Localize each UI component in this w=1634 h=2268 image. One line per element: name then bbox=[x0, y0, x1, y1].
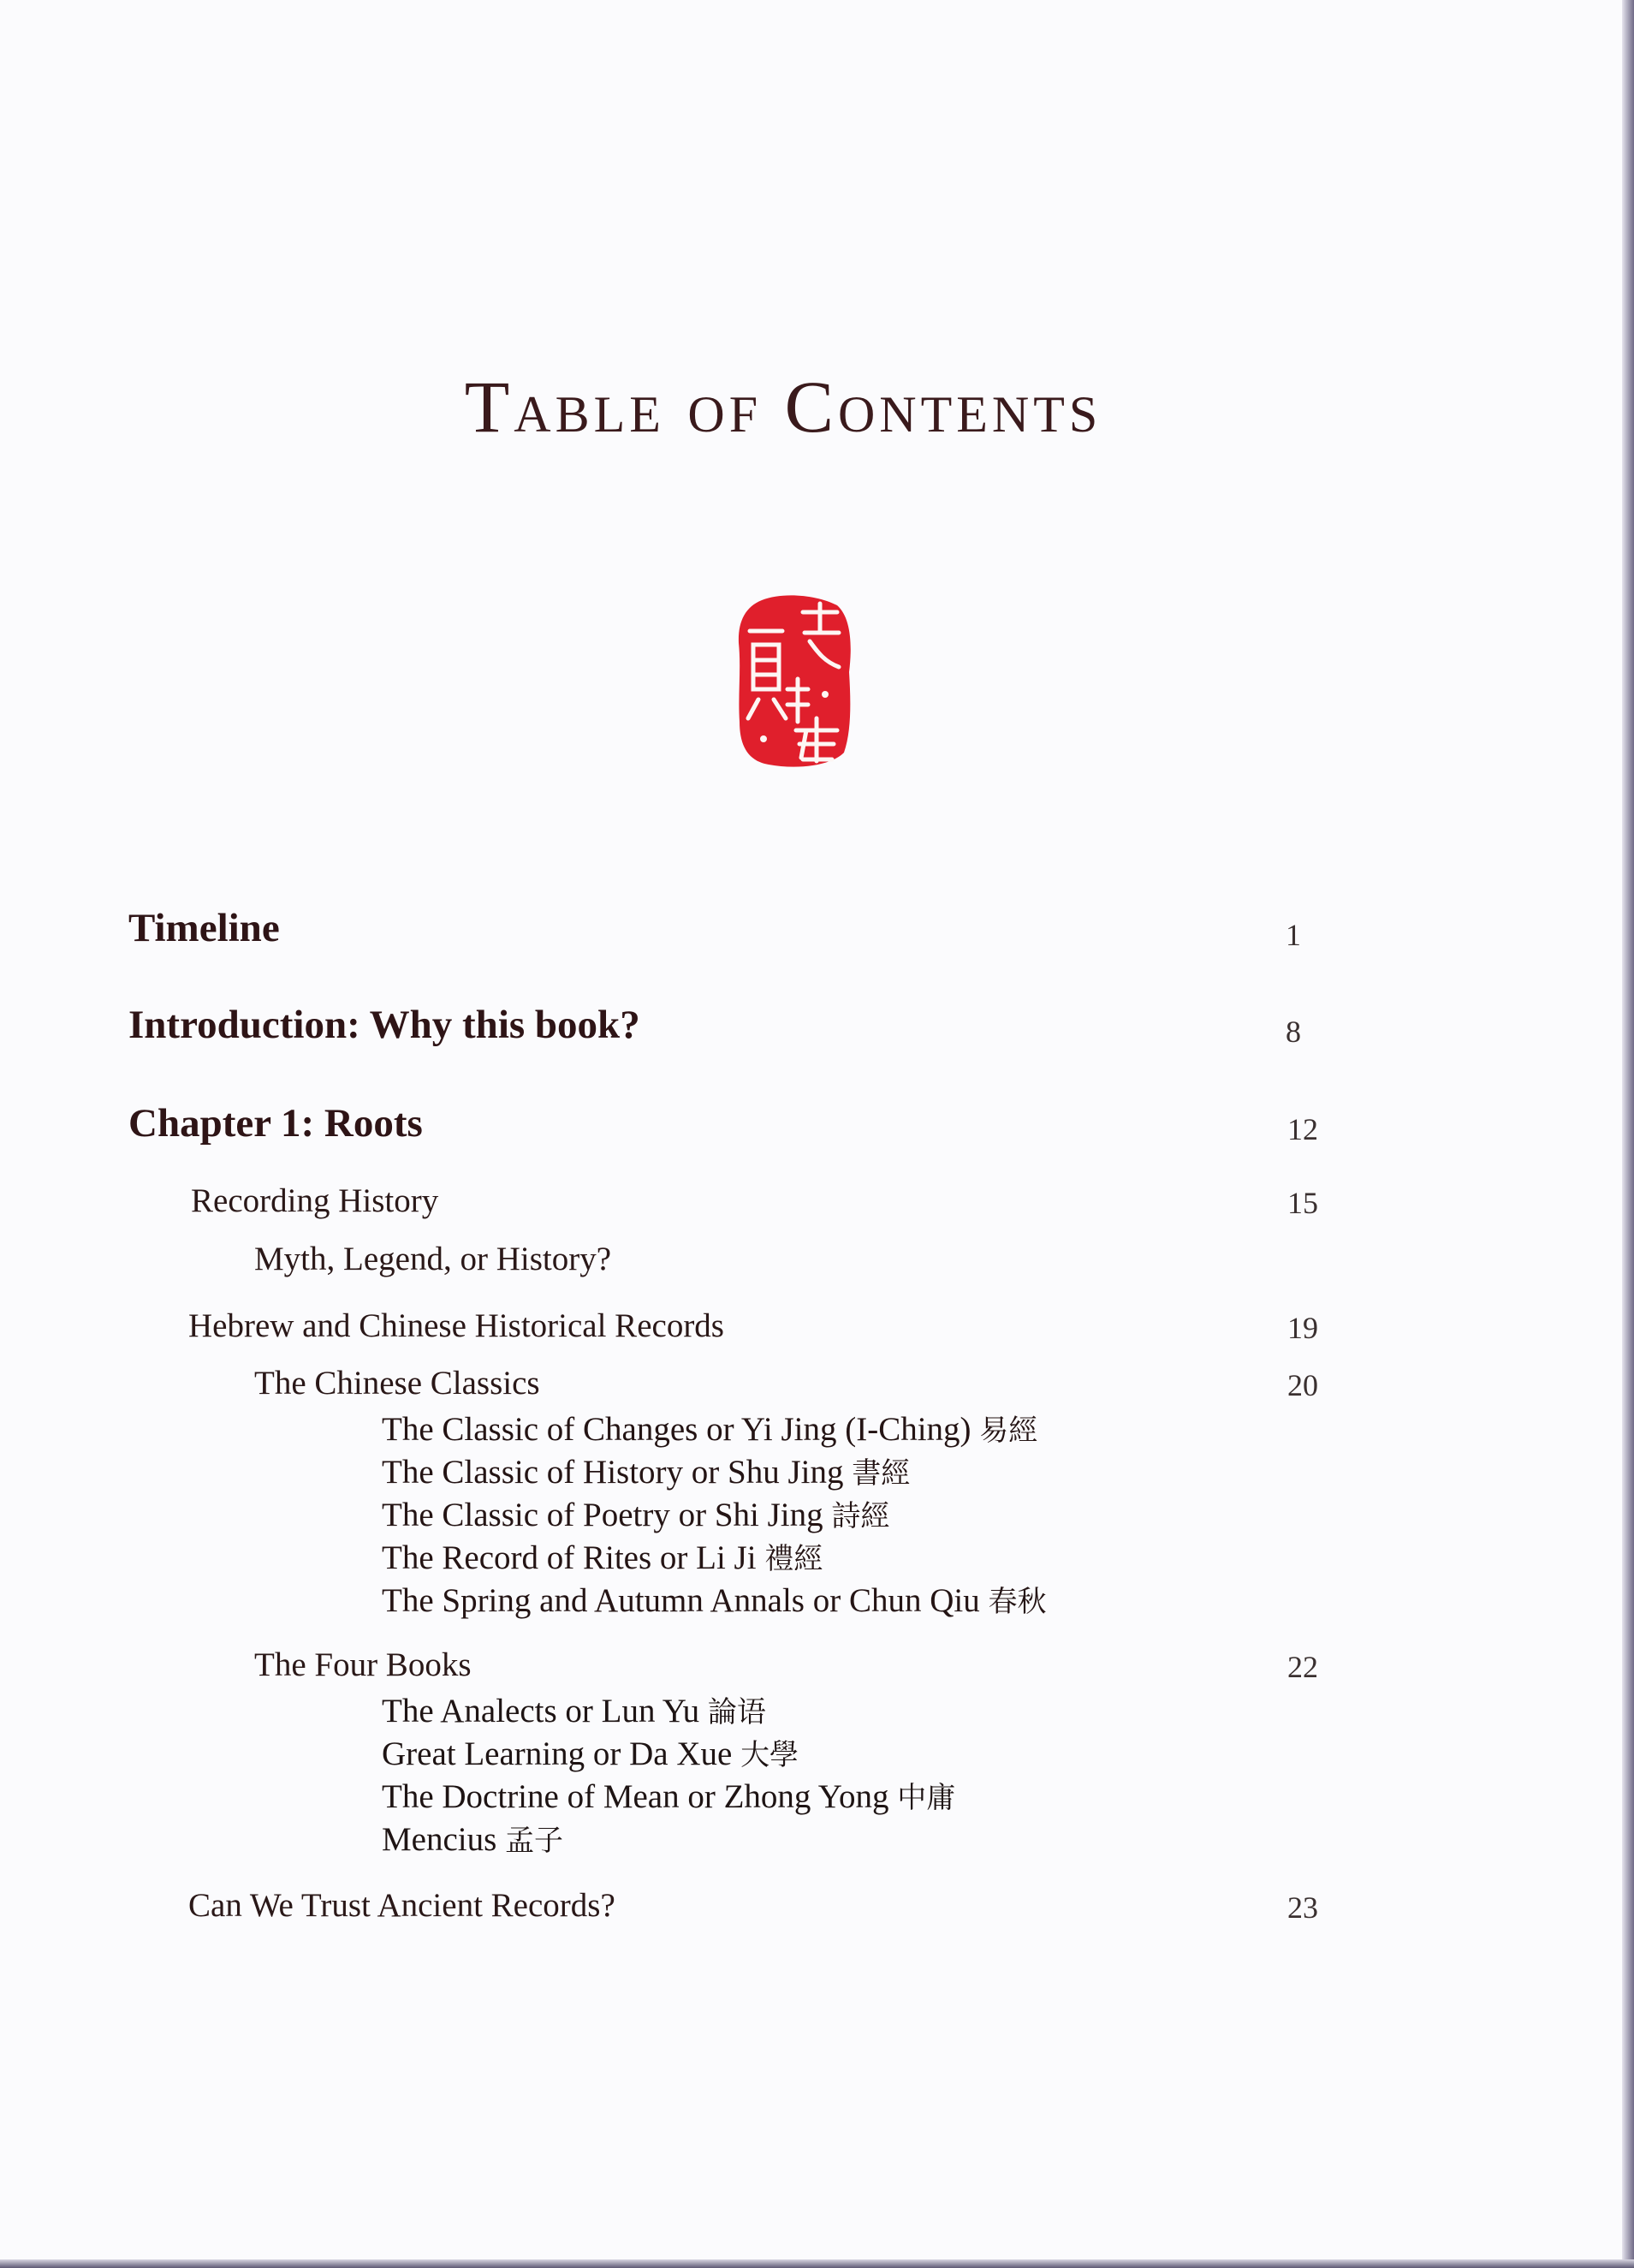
toc-item-classic-of-changes[interactable] bbox=[382, 1407, 1037, 1449]
toc-page-chinese-classics: 20 bbox=[1287, 1368, 1318, 1402]
toc-entry-trust-ancient-records[interactable]: Can We Trust Ancient Records? bbox=[188, 1887, 615, 1924]
page-edge-right bbox=[1622, 0, 1634, 2268]
toc-entry-chapter-1[interactable]: Chapter 1: Roots bbox=[128, 1101, 423, 1146]
toc-entry-timeline[interactable]: Timeline bbox=[128, 906, 280, 950]
toc-page-chapter-1: 12 bbox=[1287, 1112, 1318, 1146]
toc-item-cjk: 詩經 bbox=[831, 1499, 890, 1533]
toc-item-classic-of-poetry[interactable] bbox=[382, 1492, 889, 1534]
toc-item-cjk: 中庸 bbox=[897, 1781, 956, 1815]
toc-item-label: Mencius bbox=[382, 1821, 497, 1858]
toc-item-mencius[interactable] bbox=[382, 1817, 563, 1859]
toc-item-label: The Classic of History or Shu Jing bbox=[382, 1454, 844, 1491]
toc-page-timeline: 1 bbox=[1286, 918, 1301, 952]
toc-entry-hebrew-chinese-records[interactable]: Hebrew and Chinese Historical Records bbox=[188, 1307, 724, 1344]
toc-entry-chinese-classics[interactable]: The Chinese Classics bbox=[254, 1365, 540, 1402]
toc-item-label: The Record of Rites or Li Ji bbox=[382, 1539, 757, 1576]
toc-item-cjk: 孟子 bbox=[505, 1824, 564, 1858]
toc-item-label: The Analects or Lun Yu bbox=[382, 1693, 700, 1729]
toc-entry-four-books[interactable]: The Four Books bbox=[254, 1646, 472, 1683]
toc-item-cjk: 禮經 bbox=[764, 1542, 823, 1576]
toc-item-label: The Classic of Poetry or Shi Jing bbox=[382, 1497, 823, 1533]
toc-item-cjk: 論语 bbox=[707, 1695, 766, 1729]
toc-item-doctrine-of-mean[interactable] bbox=[382, 1774, 955, 1816]
toc-page-four-books: 22 bbox=[1287, 1650, 1318, 1684]
toc-item-label: The Spring and Autumn Annals or Chun Qiu bbox=[382, 1582, 980, 1619]
red-chinese-seal-icon bbox=[736, 593, 853, 770]
toc-page-introduction: 8 bbox=[1286, 1015, 1301, 1049]
toc-entry-recording-history[interactable]: Recording History bbox=[191, 1182, 439, 1219]
toc-item-cjk: 春秋 bbox=[988, 1585, 1047, 1619]
toc-item-great-learning[interactable] bbox=[382, 1731, 799, 1773]
toc-item-cjk: 易經 bbox=[979, 1414, 1038, 1448]
toc-item-spring-autumn-annals[interactable] bbox=[382, 1578, 1046, 1620]
page-title: Table of Contents bbox=[464, 366, 1102, 448]
toc-item-analects[interactable] bbox=[382, 1688, 766, 1730]
toc-item-cjk: 書經 bbox=[852, 1456, 911, 1491]
page-edge-bottom bbox=[0, 2259, 1634, 2268]
toc-entry-myth-legend-history[interactable]: Myth, Legend, or History? bbox=[254, 1241, 612, 1277]
toc-item-record-of-rites[interactable] bbox=[382, 1535, 823, 1577]
toc-item-cjk: 大學 bbox=[740, 1738, 799, 1772]
toc-page-hebrew-chinese-records: 19 bbox=[1287, 1311, 1318, 1345]
toc-page-recording-history: 15 bbox=[1287, 1186, 1318, 1220]
toc-item-label: The Doctrine of Mean or Zhong Yong bbox=[382, 1778, 889, 1815]
toc-entry-introduction[interactable]: Introduction: Why this book? bbox=[128, 1003, 640, 1047]
toc-item-label: The Classic of Changes or Yi Jing (I-Ching) bbox=[382, 1411, 971, 1448]
toc-page-trust-ancient-records: 23 bbox=[1287, 1890, 1318, 1925]
toc-item-classic-of-history[interactable] bbox=[382, 1449, 910, 1491]
toc-item-label: Great Learning or Da Xue bbox=[382, 1735, 733, 1772]
